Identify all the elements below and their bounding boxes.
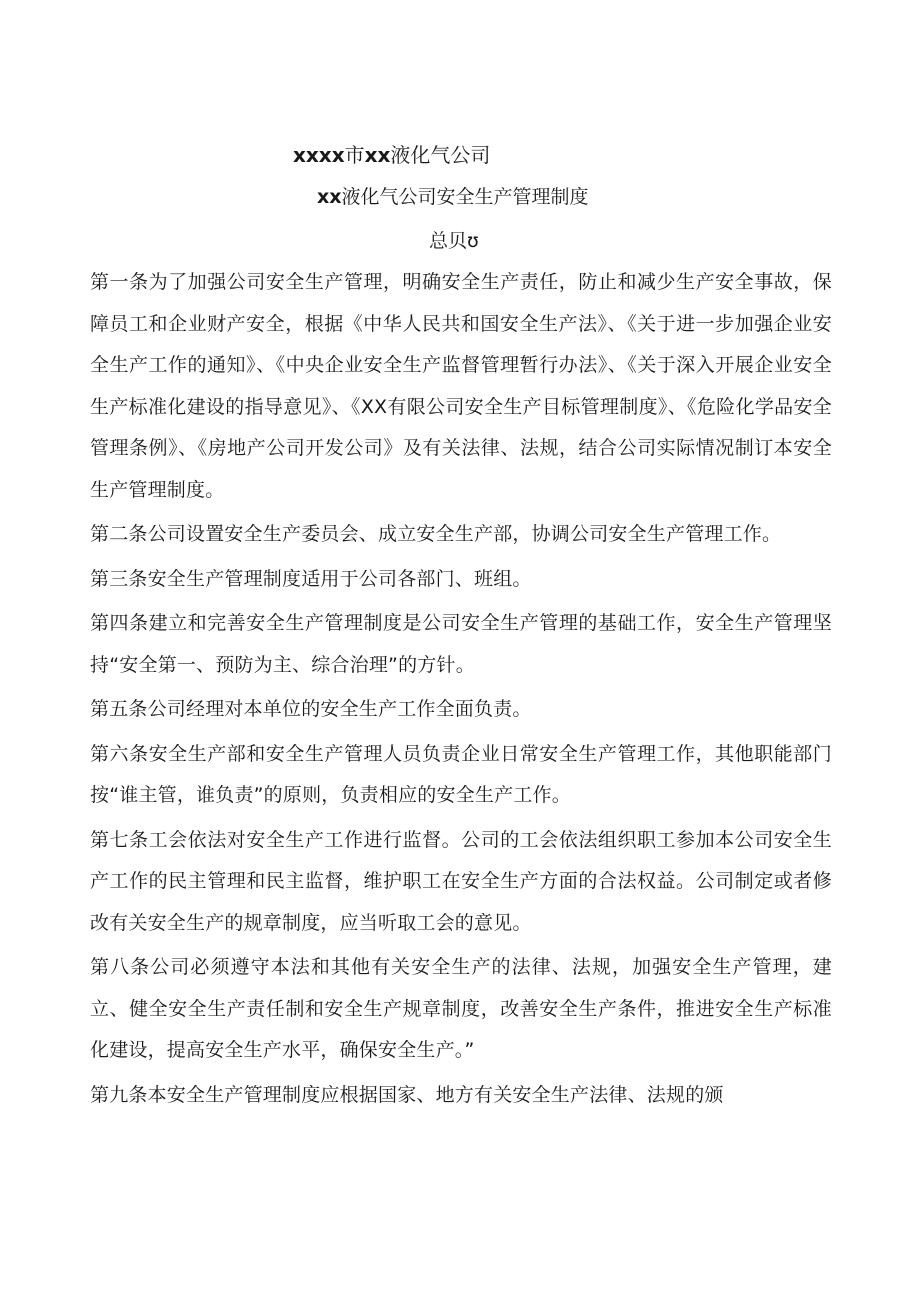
company-name-placeholder: xx	[364, 143, 391, 167]
document-title-text: 液化气公司安全生产管理制度	[341, 186, 589, 208]
article-7: 第七条工会依法对安全生产工作进行监督。公司的工会依法组织职工参加本公司安全生产工作的民主管理和民主监督，维护职工在安全生产方面的合法权益。公司制定或者修改有关安全生产的规章制度，应当听取工会的意见。	[90, 828, 832, 934]
article-4: 第四条建立和完善安全生产管理制度是公司安全生产管理的基础工作，安全生产管理坚持“安全第一、预防为主、综合治理”的方针。	[90, 612, 832, 676]
company-name-suffix: 液化气公司	[390, 143, 491, 167]
chapter-heading: 总贝ʊ	[429, 230, 479, 252]
document-title-prefix: xx	[317, 186, 342, 208]
article-9: 第九条本安全生产管理制度应根据国家、地方有关安全生产法律、法规的颁	[90, 1083, 724, 1106]
article-5: 第五条公司经理对本单位的安全生产工作全面负责。	[90, 698, 532, 720]
article-1: 第一条为了加强公司安全生产管理，明确安全生产责任，防止和减少生产安全事故，保障员工和企业财产安全，根据《中华人民共和国安全生产法》、《关于进一步加强企业安全生产工作的通知》、《中央企业安全生产监督管理暂行办法》、《关于深入开展企业安全生产标准化建设的指导意见》、《XX有限公司安全生产目标管理制度》、《危险化学品安全管理条例》、《房地产公司开发公司》及有关法律、法规，结合公司实际情况制订本安全生产管理制度。	[90, 271, 832, 501]
article-2: 第二条公司设置安全生产委员会、成立安全生产部，协调公司安全生产管理工作。	[90, 523, 782, 545]
document-body	[90, 262, 832, 1116]
company-name-prefix: xxxx	[293, 143, 345, 167]
company-name-city: 市	[344, 143, 365, 167]
article-8: 第八条公司必须遵守本法和其他有关安全生产的法律、法规，加强安全生产管理，建立、健全安全生产责任制和安全生产规章制度，改善安全生产条件，推进安全生产标准化建设，提高安全生产水平，确保安全生产。”	[90, 956, 832, 1061]
document-title	[317, 182, 589, 212]
company-name	[293, 140, 490, 170]
article-6: 第六条安全生产部和安全生产管理人员负责企业日常安全生产管理工作，其他职能部门按“谁主管，谁负责”的原则，负责相应的安全生产工作。	[90, 742, 832, 806]
article-3: 第三条安全生产管理制度适用于公司各部门、班组。	[90, 567, 532, 590]
